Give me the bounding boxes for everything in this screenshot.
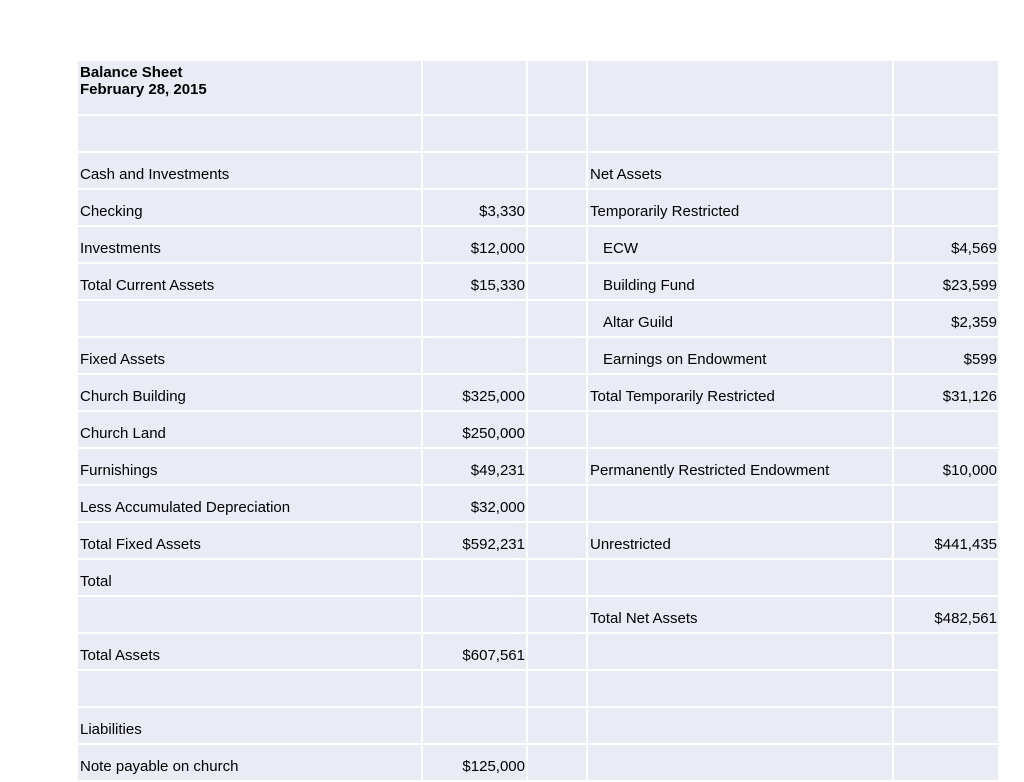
spacer-cell [527, 189, 587, 226]
right-value-text: $441,435 [934, 536, 997, 553]
table-row [77, 300, 999, 337]
left-label-cell [77, 115, 422, 152]
right-label-text: Temporarily Restricted [590, 203, 740, 220]
right-label-cell [587, 152, 893, 189]
left-value-text: $3,330 [479, 203, 525, 220]
right-value-cell [893, 374, 999, 411]
left-value-text: $325,000 [462, 388, 525, 405]
balance-sheet-body [77, 60, 999, 781]
spacer-cell [527, 263, 587, 300]
right-label-text: Unrestricted [590, 536, 671, 553]
spacer-cell [527, 744, 587, 781]
left-value-cell [422, 448, 527, 485]
right-value-cell [893, 670, 999, 707]
spacer-cell [527, 448, 587, 485]
empty-cell [422, 60, 527, 115]
left-label-text: Fixed Assets [80, 351, 166, 368]
left-label-text: Church Land [80, 425, 166, 442]
sheet-date: February 28, 2015 [80, 81, 207, 98]
left-label-text: Total [80, 573, 112, 590]
left-value-text: $15,330 [470, 277, 525, 294]
left-value-text: $607,561 [462, 647, 525, 664]
right-value-cell [893, 300, 999, 337]
left-value-cell [422, 522, 527, 559]
right-label-cell [587, 300, 893, 337]
right-value-cell [893, 448, 999, 485]
left-value-cell [422, 707, 527, 744]
left-value-cell [422, 596, 527, 633]
right-value-cell [893, 522, 999, 559]
table-row [77, 152, 999, 189]
left-value-text: $125,000 [462, 758, 525, 775]
left-label-text: Cash and Investments [80, 166, 230, 183]
table-row [77, 337, 999, 374]
right-label-cell [587, 374, 893, 411]
right-label-cell [587, 633, 893, 670]
right-value-cell [893, 337, 999, 374]
left-value-cell [422, 633, 527, 670]
right-value-cell [893, 633, 999, 670]
left-label-cell [77, 744, 422, 781]
right-label-cell [587, 485, 893, 522]
spacer-cell [527, 707, 587, 744]
right-label-cell [587, 189, 893, 226]
right-label-text: Net Assets [590, 166, 662, 183]
right-value-cell [893, 152, 999, 189]
right-value-cell [893, 263, 999, 300]
left-value-cell [422, 670, 527, 707]
header-title-cell [77, 60, 422, 115]
spacer-cell [527, 226, 587, 263]
empty-cell [893, 60, 999, 115]
left-label-cell [77, 485, 422, 522]
right-label-cell [587, 448, 893, 485]
right-label-cell [587, 522, 893, 559]
left-label-cell [77, 337, 422, 374]
left-value-cell [422, 263, 527, 300]
right-label-text: Building Fund [603, 277, 695, 294]
right-label-cell [587, 670, 893, 707]
spacer-cell [527, 300, 587, 337]
right-label-text: Total Temporarily Restricted [590, 388, 775, 405]
spacer-cell [527, 152, 587, 189]
left-label-cell [77, 152, 422, 189]
right-label-cell [587, 337, 893, 374]
right-value-cell [893, 707, 999, 744]
right-label-cell [587, 226, 893, 263]
table-row [77, 670, 999, 707]
right-value-cell [893, 744, 999, 781]
right-label-cell [587, 744, 893, 781]
right-value-text: $10,000 [942, 462, 997, 479]
left-label-text: Investments [80, 240, 161, 257]
right-label-cell [587, 411, 893, 448]
left-label-text: Furnishings [80, 462, 158, 479]
table-row [77, 263, 999, 300]
right-value-text: $31,126 [942, 388, 997, 405]
table-row [77, 596, 999, 633]
right-label-text: Altar Guild [603, 314, 674, 331]
left-label-text: Total Current Assets [80, 277, 215, 294]
right-label-cell [587, 263, 893, 300]
left-label-cell [77, 707, 422, 744]
left-value-cell [422, 300, 527, 337]
balance-sheet-table [76, 59, 1000, 782]
spacer-cell [527, 115, 587, 152]
right-value-text: $482,561 [934, 610, 997, 627]
left-label-text: Total Assets [80, 647, 161, 664]
sheet-title: Balance Sheet [80, 64, 183, 81]
left-label-cell [77, 596, 422, 633]
spacer-cell [527, 522, 587, 559]
table-row [77, 189, 999, 226]
left-label-cell [77, 226, 422, 263]
right-value-text: $2,359 [951, 314, 997, 331]
left-label-text: Total Fixed Assets [80, 536, 201, 553]
right-value-cell [893, 115, 999, 152]
left-label-cell [77, 374, 422, 411]
left-value-cell [422, 744, 527, 781]
spacer-cell [527, 596, 587, 633]
empty-cell [587, 60, 893, 115]
table-row [77, 559, 999, 596]
table-row [77, 374, 999, 411]
left-value-cell [422, 337, 527, 374]
left-value-cell [422, 374, 527, 411]
right-value-cell [893, 485, 999, 522]
spacer-cell [527, 485, 587, 522]
left-label-text: Liabilities [80, 721, 142, 738]
left-label-cell [77, 411, 422, 448]
right-value-cell [893, 226, 999, 263]
left-label-cell [77, 263, 422, 300]
right-value-text: $4,569 [951, 240, 997, 257]
spacer-cell [527, 374, 587, 411]
table-row [77, 115, 999, 152]
left-value-cell [422, 189, 527, 226]
table-row [77, 411, 999, 448]
left-label-cell [77, 633, 422, 670]
left-label-cell [77, 559, 422, 596]
right-label-cell [587, 559, 893, 596]
table-row [77, 226, 999, 263]
left-label-text: Church Building [80, 388, 186, 405]
right-label-text: Earnings on Endowment [603, 351, 767, 368]
right-value-cell [893, 411, 999, 448]
left-value-text: $592,231 [462, 536, 525, 553]
table-row [77, 448, 999, 485]
right-label-text: ECW [603, 240, 638, 257]
left-label-cell [77, 189, 422, 226]
spacer-cell [527, 337, 587, 374]
right-value-cell [893, 559, 999, 596]
table-row [77, 485, 999, 522]
right-value-cell [893, 189, 999, 226]
left-value-text: $250,000 [462, 425, 525, 442]
right-value-cell [893, 596, 999, 633]
left-value-cell [422, 226, 527, 263]
header-row [77, 60, 999, 115]
left-label-text: Checking [80, 203, 143, 220]
left-value-cell [422, 411, 527, 448]
left-value-cell [422, 485, 527, 522]
empty-cell [527, 60, 587, 115]
right-label-cell [587, 115, 893, 152]
left-label-cell [77, 448, 422, 485]
table-row [77, 522, 999, 559]
spacer-cell [527, 559, 587, 596]
left-value-text: $49,231 [470, 462, 525, 479]
spacer-cell [527, 670, 587, 707]
table-row [77, 633, 999, 670]
left-value-text: $12,000 [470, 240, 525, 257]
left-value-text: $32,000 [470, 499, 525, 516]
table-row [77, 744, 999, 781]
left-label-text: Note payable on church [80, 758, 239, 775]
left-value-cell [422, 152, 527, 189]
right-label-cell [587, 596, 893, 633]
right-label-text: Permanently Restricted Endowment [590, 462, 830, 479]
left-value-cell [422, 559, 527, 596]
right-label-text: Total Net Assets [590, 610, 698, 627]
spacer-cell [527, 411, 587, 448]
right-value-text: $23,599 [942, 277, 997, 294]
left-label-cell [77, 522, 422, 559]
spacer-cell [527, 633, 587, 670]
right-label-cell [587, 707, 893, 744]
table-row [77, 707, 999, 744]
right-value-text: $599 [963, 351, 997, 368]
left-label-cell [77, 670, 422, 707]
left-value-cell [422, 115, 527, 152]
left-label-cell [77, 300, 422, 337]
left-label-text: Less Accumulated Depreciation [80, 499, 291, 516]
